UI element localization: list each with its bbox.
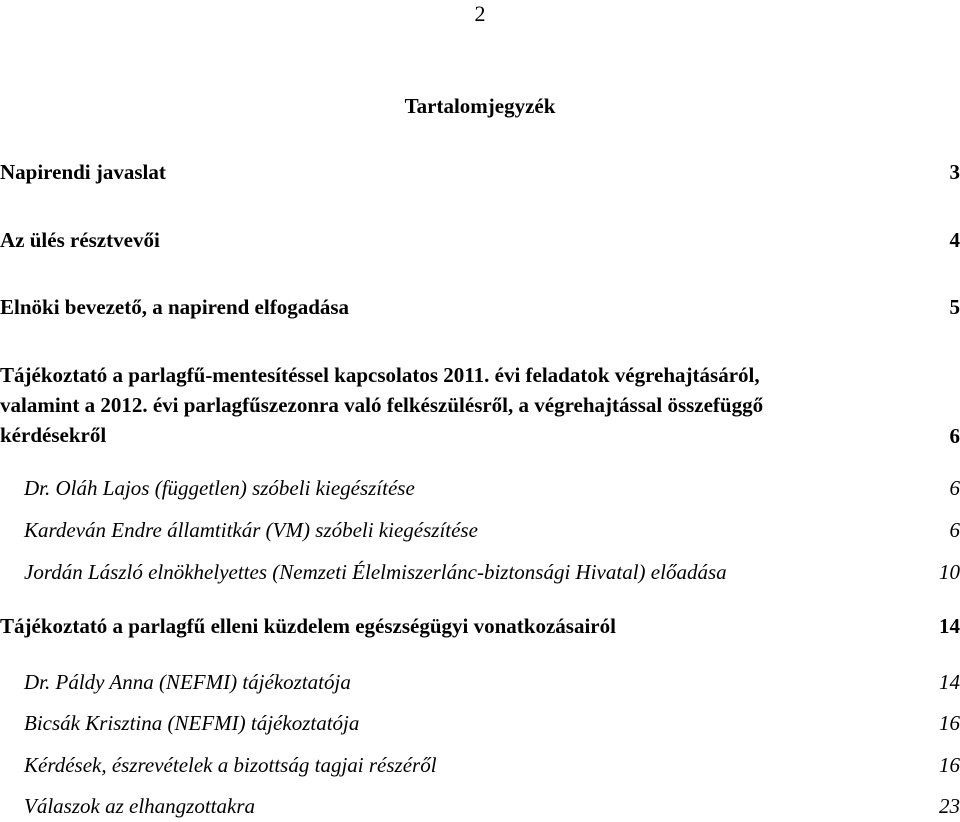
toc-entry-ragweed-report[interactable] bbox=[0, 360, 960, 452]
toc-entry-page: 6 bbox=[949, 476, 960, 500]
toc-entry-text: Kardeván Endre államtitkár (VM) szóbeli kiegészítése bbox=[24, 518, 478, 542]
toc-entry-text: Dr. Oláh Lajos (független) szóbeli kiegészítése bbox=[24, 476, 415, 500]
toc-entry-jordan[interactable] bbox=[0, 558, 960, 586]
toc-entry-page: 16 bbox=[939, 753, 960, 777]
toc-entry-answers[interactable] bbox=[0, 792, 960, 820]
toc-entry-page: 16 bbox=[939, 711, 960, 735]
toc-entry-text: Jordán László elnökhelyettes (Nemzeti Élelmiszerlánc-biztonsági Hivatal) előadása bbox=[24, 560, 727, 584]
toc-entry-kardevan[interactable] bbox=[0, 516, 960, 544]
toc-entry-text: Az ülés résztvevői bbox=[0, 228, 160, 252]
toc-entry-page: 10 bbox=[939, 560, 960, 584]
toc-entry-agenda[interactable] bbox=[0, 158, 960, 186]
toc-entry-chair-intro[interactable] bbox=[0, 293, 960, 321]
toc-entry-bicsak[interactable] bbox=[0, 709, 960, 737]
toc-entry-page: 23 bbox=[939, 794, 960, 818]
toc-entry-olah[interactable] bbox=[0, 474, 960, 502]
toc-entry-page: 6 bbox=[949, 518, 960, 542]
toc-entry-questions[interactable] bbox=[0, 751, 960, 779]
toc-entry-text: Kérdések, észrevételek a bizottság tagjai részéről bbox=[24, 753, 437, 777]
toc-entry-page: 5 bbox=[949, 295, 960, 319]
toc-entry-page: 14 bbox=[939, 670, 960, 694]
page-number: 2 bbox=[474, 1, 486, 26]
toc-entry-participants[interactable] bbox=[0, 226, 960, 254]
toc-entry-text bbox=[0, 360, 920, 450]
toc-entry-text: Válaszok az elhangzottakra bbox=[24, 794, 255, 818]
toc-entry-text: Dr. Páldy Anna (NEFMI) tájékoztatója bbox=[24, 670, 351, 694]
toc-entry-page: 3 bbox=[949, 160, 960, 184]
toc-entry-text-line: valamint a 2012. évi parlagfűszezonra való felkészülésről, a végrehajtással összefüggő bbox=[0, 393, 764, 417]
toc-title: Tartalomjegyzék bbox=[404, 94, 556, 118]
toc-entry-page: 14 bbox=[939, 614, 960, 638]
toc-entry-text: Bicsák Krisztina (NEFMI) tájékoztatója bbox=[24, 711, 360, 735]
toc-entry-text: Elnöki bevezető, a napirend elfogadása bbox=[0, 295, 350, 319]
toc-entry-text-line: Tájékoztató a parlagfű-mentesítéssel kapcsolatos 2011. évi feladatok végrehajtásáról, bbox=[0, 363, 760, 387]
toc-entry-paldy[interactable] bbox=[0, 668, 960, 696]
toc-entry-page: 6 bbox=[949, 424, 960, 448]
toc-entry-page: 4 bbox=[949, 228, 960, 252]
toc-entry-text-line: kérdésekről bbox=[0, 423, 107, 447]
toc-entry-text: Tájékoztató a parlagfű elleni küzdelem egészségügyi vonatkozásairól bbox=[0, 614, 616, 638]
toc-entry-text: Napirendi javaslat bbox=[0, 160, 166, 184]
toc-entry-health-report[interactable] bbox=[0, 612, 960, 640]
